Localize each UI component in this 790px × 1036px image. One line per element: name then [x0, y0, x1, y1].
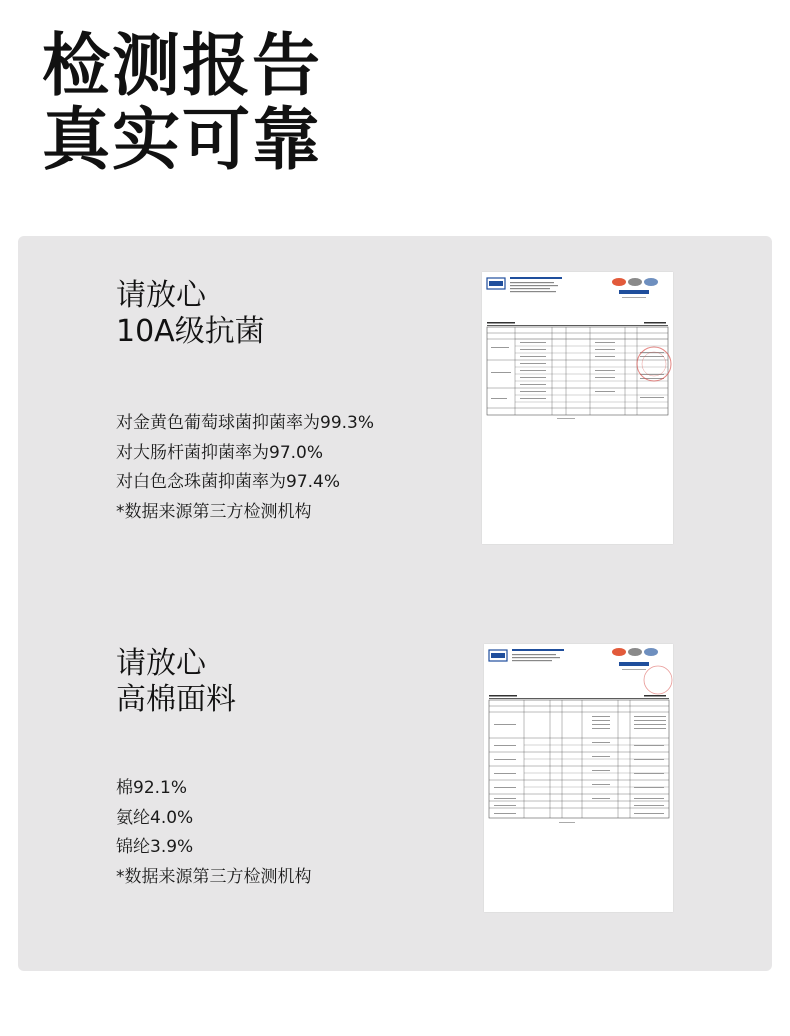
test-report-image — [484, 644, 673, 912]
test-report-image — [482, 272, 673, 544]
fact-item: 对金黄色葡萄球菌抑菌率为99.3% — [116, 413, 375, 433]
fact-item: 棉92.1% — [116, 778, 188, 798]
section-heading-line-1: 请放心 — [116, 278, 206, 313]
section-heading — [116, 646, 236, 718]
source-note: *数据来源第三方检测机构 — [116, 866, 312, 887]
section-heading-line-1: 请放心 — [116, 646, 206, 681]
fact-list — [116, 774, 312, 892]
fact-item: 对大肠杆菌抑菌率为97.0% — [116, 442, 324, 463]
fact-item: 对白色念珠菌抑菌率为97.4% — [116, 472, 341, 492]
fact-list — [116, 409, 374, 527]
report-document-graphic — [484, 644, 673, 912]
section-heading-line-2: 高棉面料 — [116, 682, 236, 717]
page-title — [42, 27, 323, 180]
page-title-line-1: 检测报告 — [42, 27, 323, 106]
source-note: *数据来源第三方检测机构 — [116, 501, 312, 522]
fact-item: 氨纶4.0% — [116, 807, 194, 828]
section-heading — [116, 278, 265, 350]
report-document-graphic — [482, 272, 673, 544]
section-heading-line-2: 10A级抗菌 — [116, 314, 265, 349]
content-panel — [18, 236, 772, 971]
page-title-line-2: 真实可靠 — [42, 101, 323, 180]
fact-item: 锦纶3.9% — [116, 837, 194, 857]
